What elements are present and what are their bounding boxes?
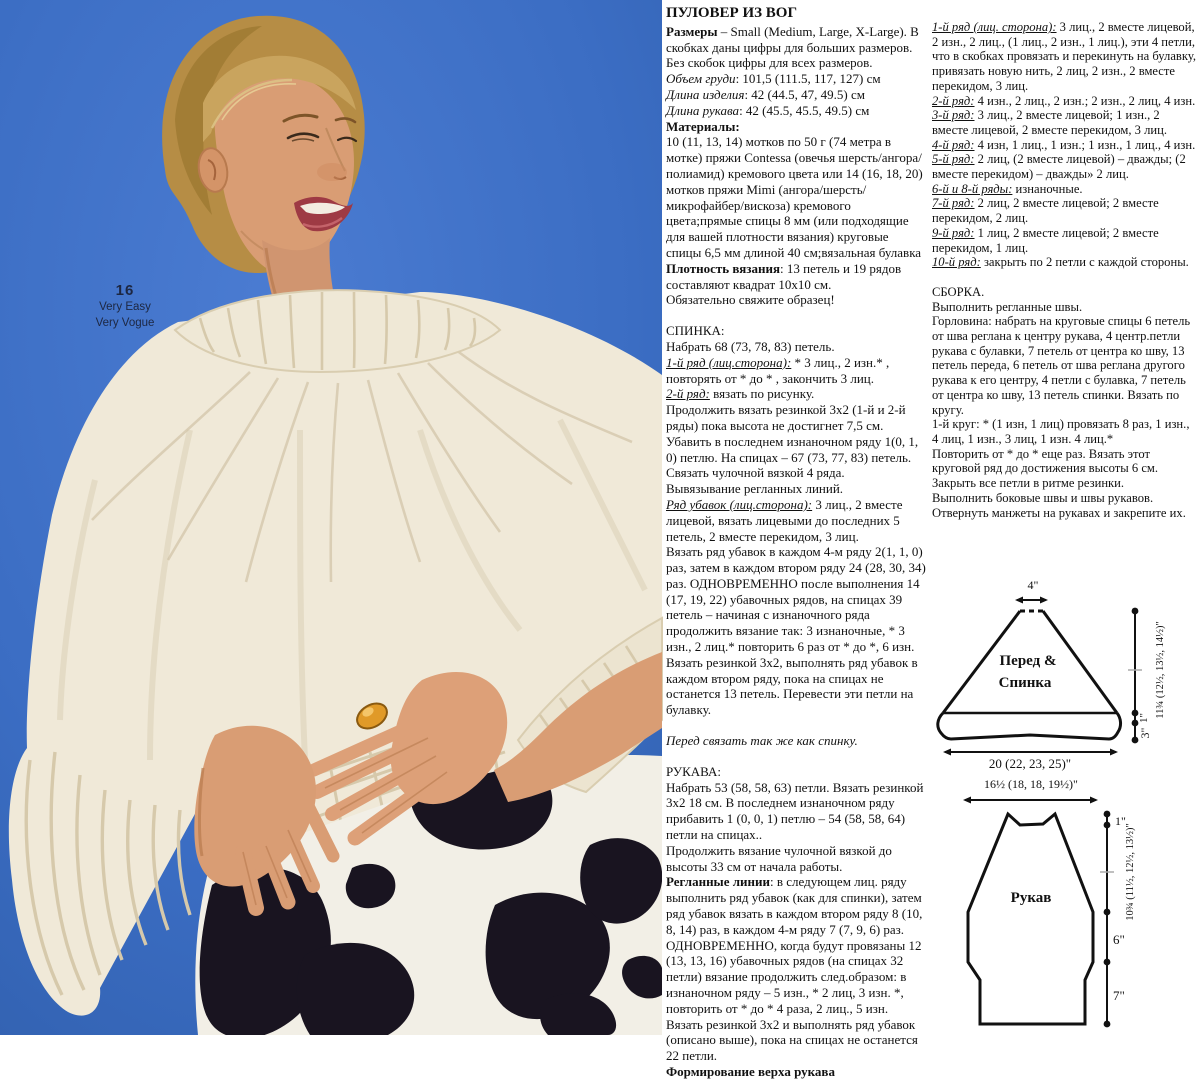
paragraph: Закрыть все петли в ритме резинки. xyxy=(932,476,1125,491)
paragraph: Горловина: набрать на круговые спицы 6 петель от шва реглана к центру рукава, 4 центр.петли рукава с булавки, 7 петель от центра ко шву, 13 петель переда, 6 петель от шва реглана другого рукава к его центру, 4 петли с булавка, 7 петель от центра ко шву, 13 петель спинки. Вязать по кругу. xyxy=(932,314,1191,417)
caption-line-1: Very Easy xyxy=(99,301,151,313)
paragraph: Ряд убавок (лиц.сторона): 3 лиц., 2 вместе лицевой, вязать лицевыми до последних 5 петель, 2 вместе перекидом, 3 лиц. xyxy=(666,496,903,544)
paragraph: Отвернуть манжеты на рукавах и закрепите их. xyxy=(932,505,1186,520)
paragraph: Продолжить вязать резинкой 3х2 (1-й и 2-й ряды) пока высота не достигнет 7,5 см. xyxy=(666,402,906,433)
paragraph: Вывязывание регланных линий. xyxy=(666,481,844,497)
paragraph-lead: Материалы: xyxy=(666,118,740,134)
paragraph: Объем груди: 101,5 (111.5, 117, 127) см xyxy=(666,71,881,87)
sleeve-label: Рукав xyxy=(1010,890,1052,906)
front-label-line1: Перед & xyxy=(999,653,1057,669)
cheek xyxy=(317,163,347,181)
paragraph-lead: Ряд убавок (лиц.сторона): xyxy=(666,496,813,512)
paragraph: 2-й ряд: вязать по рисунку. xyxy=(666,386,815,402)
paragraph: Регланные линии: в следующем лиц. ряду выполнить ряд убавок (как для спинки), затем ряд убавок вязать в каждом втором ряду 8 (10, 8, 14) раз, в каждом 4-м ряду 7 (7, 9, 6) раз. ОДНОВРЕМЕННО, когда будут провязаны 12 (13, 13, 16) убавочных рядов (на спицах 32 петли) вязание продолжить след.образом: в изнаночном ряду – 5 изн., * 2 лиц, 3 изн. *, повторить от * до * 4 раза, 2 лиц., 5 изн. Вязать резинкой 3х2 и выполнять ряд убавок (описано выше), пока на спицах не останется 22 петли. xyxy=(666,874,923,1064)
paragraph: СПИНКА: xyxy=(666,323,725,339)
paragraph: Плотность вязания: 13 петель и 19 рядов составляют квадрат 10x10 см. xyxy=(666,260,902,292)
measure-dot xyxy=(1104,822,1111,829)
paragraph: 1-й ряд (лиц.сторона): * 3 лиц., 2 изн.* , повторять от * до * , закончить 3 лиц. xyxy=(666,354,890,386)
paragraph: 9-й ряд: 1 лиц, 2 вместе лицевой; 2 вместе перекидом, 1 лиц. xyxy=(932,225,1159,255)
paragraph: 4-й ряд: 4 изн, 1 лиц., 1 изн.; 1 изн., 1 лиц., 4 изн. xyxy=(932,137,1196,152)
paragraph: 10-й ряд: закрыть по 2 петли с каждой стороны. xyxy=(932,255,1189,270)
pattern-column-right xyxy=(932,20,1196,520)
paragraph: 2-й ряд: 4 изн., 2 лиц., 2 изн.; 2 изн., 2 лиц, 4 изн. xyxy=(932,93,1196,108)
front-label-line2: Спинка xyxy=(998,675,1052,691)
arrowhead xyxy=(1090,797,1098,804)
arrowhead xyxy=(963,797,971,804)
paragraph xyxy=(666,119,926,135)
paragraph-lead: Длина рукава xyxy=(666,102,740,118)
paragraph-lead: 7-й ряд: xyxy=(932,196,975,211)
front-bottom-width-label: 20 (22, 23, 25)" xyxy=(988,756,1072,771)
pattern-number: 16 xyxy=(115,282,135,299)
photo-caption xyxy=(55,283,195,331)
paragraph: Продолжить вязание чулочной вязкой до высоты 33 см от начала работы. xyxy=(666,842,892,874)
sleeve-top-width-label: 16½ (18, 18, 19½)" xyxy=(984,777,1078,791)
sleeve-outline xyxy=(968,814,1093,1024)
paragraph-lead: 3-й ряд: xyxy=(932,108,975,123)
paragraph: Повторить от * до * еще раз. Вязать этот круговой ряд до достижения высоты 6 см. xyxy=(932,446,1159,476)
sleeve-side-height-label: 10¾ (11½, 12½, 13½)" xyxy=(1125,823,1136,921)
paragraph-lead: 1-й ряд (лиц.сторона): xyxy=(666,354,792,370)
paragraph-lead: 1-й ряд (лиц. сторона): xyxy=(932,20,1057,34)
arrowhead xyxy=(1040,597,1048,604)
paragraph-lead: 2-й ряд: xyxy=(666,386,710,402)
paragraph-lead: Длина изделия xyxy=(666,86,745,102)
arrowhead xyxy=(943,749,951,756)
paragraph-lead: 2-й ряд: xyxy=(932,93,975,108)
caption-line-2: Very Vogue xyxy=(95,317,155,329)
paragraph-lead: Объем груди xyxy=(666,71,736,87)
paragraph: 7-й ряд: 2 лиц, 2 вместе лицевой; 2 вместе перекидом, 2 лиц. xyxy=(932,196,1159,226)
measure-dot xyxy=(1104,959,1111,966)
paragraph: Выполнить регланные швы. xyxy=(932,299,1083,314)
arrowhead xyxy=(1015,597,1023,604)
paragraph: Вязать ряд убавок в каждом 4-м ряду 2(1, 1, 0) раз, затем в каждом втором ряду 24 (28, 30, 34) раз. ОДНОВРЕМЕННО после выполнения 14 (17, 19, 22) убавочных рядов, на спицах 39 петель – начиная с изнаночного ряда продолжить вязание так: 3 изнаночные, * 3 изн., 2 лиц.* повторить 6 раз от * до *, 6 изн. Вязать резинкой 3х2, выполнять ряд убавок в каждом втором ряду, пока на спицах не останется 13 петель. Перевести эти петли на булавку. xyxy=(666,544,926,718)
paragraph-lead: Размеры xyxy=(666,23,718,39)
paragraph: 10 (11, 13, 14) мотков по 50 г (74 метра в мотке) пряжи Contessa (овечья шерсть/ангора/полиамид) кремового цвета или 14 (16, 18, 20) мотков пряжи Mimi (ангора/шерсть/микрофайбер/вискоза) кремового цвета;прямые спицы 8 мм (или подходящие для вашей плотности вязания) круговые спицы 6,5 мм длиной 40 см;вязальная булавка xyxy=(666,134,923,260)
paragraph: Перед связать так же как спинку. xyxy=(666,733,858,749)
front-side-height-label: 11¾ (12½, 13½, 14½)" xyxy=(1155,621,1166,719)
measure-dot xyxy=(1104,1021,1111,1028)
paragraph: Обязательно свяжите образец! xyxy=(666,292,835,308)
sleeve-seg-mid-label: 6" xyxy=(1113,932,1125,947)
pattern-column-main xyxy=(666,6,926,1080)
paragraph: Выполнить боковые швы и швы рукавов. xyxy=(932,490,1154,505)
paragraph: 6-й и 8-й ряды: изнаночные. xyxy=(932,181,1083,196)
measure-dot xyxy=(1132,608,1139,615)
paragraph: 1-й ряд (лиц. сторона): 3 лиц., 2 вместе лицевой, 2 изн., 2 лиц., (1 лиц., 2 изн., 1 лиц.), эти 4 петли, что в скобках провязать и перекинуть на булавку, привязать новую нить, 2 лиц, 2 изн., 2 вместе перекидом, 3 лиц. xyxy=(932,20,1196,93)
paragraph: Длина изделия: 42 (44.5, 47, 49.5) см xyxy=(666,86,865,102)
paragraph: 3-й ряд: 3 лиц., 2 вместе лицевой; 1 изн., 2 вместе лицевой, 2 вместе перекидом, 3 лиц. xyxy=(932,108,1168,137)
front-back-schematic xyxy=(925,575,1200,775)
paragraph: Длина рукава: 42 (45.5, 45.5, 49.5) см xyxy=(666,102,870,118)
front-seg1-label: 1" xyxy=(1138,713,1150,723)
front-rib-flare xyxy=(938,713,1121,739)
paragraph: Набрать 53 (58, 58, 63) петли. Вязать резинкой 3х2 18 см. В последнем изнаночном ряду прибавить 1 (0, 0, 1) петлю – 54 (58, 58, 64) петли на спицах.. xyxy=(666,779,924,843)
paragraph-lead: 6-й и 8-й ряды: xyxy=(932,181,1013,196)
paragraph-lead: Регланные линии xyxy=(666,874,770,890)
measure-dot xyxy=(1104,909,1111,916)
paragraph: Формирование верха рукава xyxy=(666,1064,835,1079)
paragraph: 1-й круг: * (1 изн, 1 лиц) провязать 8 раз, 1 изн., 4 лиц, 1 изн., 3 лиц, 1 изн. 4 лиц.* xyxy=(932,417,1190,446)
front-top-width-label: 4" xyxy=(1027,578,1039,592)
paragraph: ПУЛОВЕР ИЗ ВОГ xyxy=(666,5,798,21)
sleeve-seg-bottom-label: 7" xyxy=(1113,988,1125,1003)
paragraph: 5-й ряд: 2 лиц, (2 вместе лицевой) – дважды; (2 вместе перекидом) – дважды» 2 лиц. xyxy=(932,152,1186,182)
sleeve-seg-top-label: 1" xyxy=(1115,814,1126,828)
measure-dot xyxy=(1104,811,1111,818)
paragraph-lead: 9-й ряд: xyxy=(932,225,975,240)
paragraph-lead: 10-й ряд: xyxy=(932,255,981,270)
paragraph: СБОРКА. xyxy=(932,284,985,299)
paragraph-lead: 5-й ряд: xyxy=(932,152,975,167)
front-seg3-label: 3" xyxy=(1138,727,1152,739)
paragraph: РУКАВА: xyxy=(666,763,722,779)
paragraph: Связать чулочной вязкой 4 ряда. xyxy=(666,465,845,481)
arrowhead xyxy=(1110,749,1118,756)
paragraph: Размеры – Small (Medium, Large, X-Large). В скобках даны цифры для больших размеров. Без скобок цифры для всех размеров. xyxy=(666,23,919,71)
paragraph-lead: Плотность вязания xyxy=(666,260,781,276)
paragraph: Набрать 68 (73, 78, 83) петель. xyxy=(666,338,835,354)
paragraph: Убавить в последнем изнаночном ряду 1(0, 1, 0) петлю. На спицах – 67 (73, 77, 83) петель. xyxy=(666,433,919,465)
sleeve-schematic xyxy=(925,772,1200,1042)
paragraph-lead: 4-й ряд: xyxy=(932,137,975,152)
